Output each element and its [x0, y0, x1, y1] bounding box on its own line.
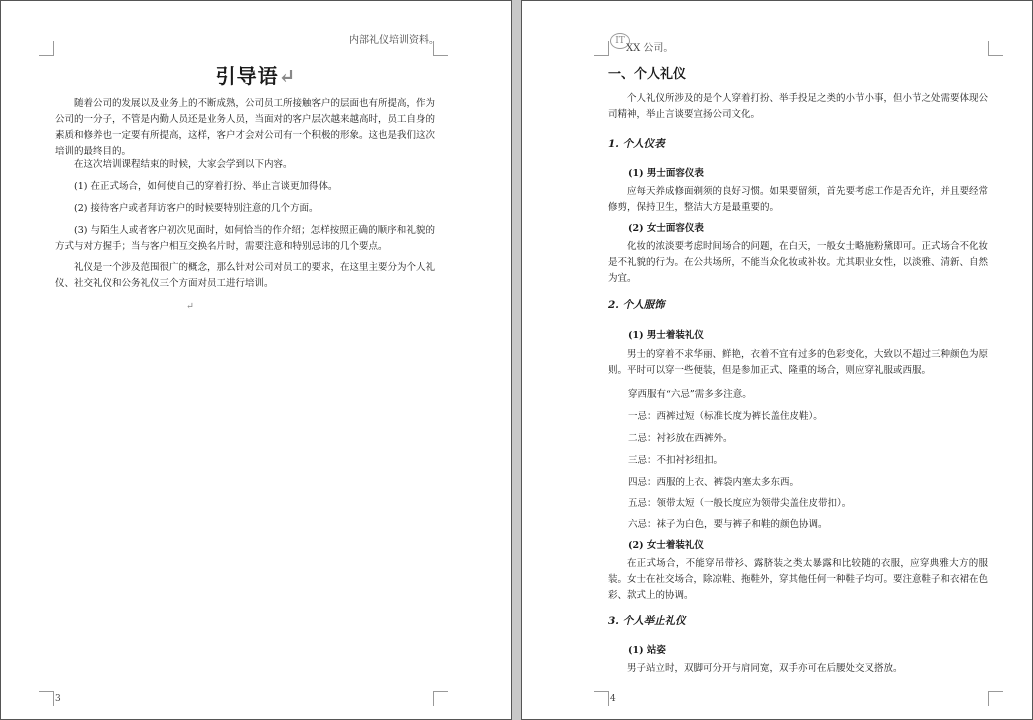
list-item: 三忌：不扣衬衫纽扣。: [628, 455, 724, 466]
topic-text: 男士的穿着不求华丽、鲜艳，衣着不宜有过多的色彩变化，大致以不超过三种颜色为原则。平时可以穿一些便装，但是参加正式、隆重的场合，则应穿礼服或西服。: [608, 349, 989, 376]
topic-heading: (1) 站姿: [628, 645, 666, 656]
closing-paragraph: 礼仪是一个涉及范围很广的概念，那么针对公司对员工的要求，在这里主要分为个人礼仪、社交礼仪和公务礼仪三个方面对员工进行培训。: [55, 262, 436, 289]
topic-heading: (2) 女士面容仪表: [628, 223, 704, 234]
list-item: (3) 与陌生人或者客户初次见面时，如何恰当的作介绍；怎样按照正确的顺序和礼貌的方式与对方握手；当与客户相互交换名片时，需要注意和特别忌讳的几个要点。: [55, 225, 435, 252]
crop-mark-top-left: [39, 41, 54, 56]
crop-mark-bottom-left: [39, 691, 54, 706]
list-item: 二忌：衬衫放在西裤外。: [628, 433, 733, 444]
page-number: 4: [610, 694, 616, 704]
topic-text: 应每天养成修面剃须的良好习惯。如果要留须，首先要考虑工作是否允许，并且要经常修剪，保持卫生，整洁大方是最重要的。: [608, 186, 989, 213]
list-item: (2) 接待客户或者拜访客户的时候要特别注意的几个方面。: [74, 203, 319, 214]
topic-heading: (1) 男士面容仪表: [628, 168, 704, 179]
topic-text: 男子站立时，双脚可分开与肩同宽，双手亦可在后腰处交叉搭放。: [627, 663, 903, 674]
topic-text: 在正式场合，不能穿吊带衫、露脐装之类太暴露和比较随的衣服，应穿典雅大方的服装。女士在社交场合，除凉鞋、拖鞋外，穿其他任何一种鞋子均可。要注意鞋子和衣裙在色彩、款式上的协调。: [608, 558, 989, 601]
list-lead: 穿西服有“六忌”需多多注意。: [628, 389, 752, 400]
crop-mark-bottom-left: [594, 691, 609, 706]
list-item: (1) 在正式场合，如何使自己的穿着打扮、举止言谈更加得体。: [74, 181, 338, 192]
topic-heading: (1) 男士着装礼仪: [628, 330, 704, 341]
list-item: 六忌：袜子为白色，要与裤子和鞋的颜色协调。: [628, 519, 828, 530]
page-header: 内部礼仪培训资料。: [349, 35, 439, 46]
page-title: 引导语↵: [215, 64, 297, 88]
subsection-heading: 2. 个人服饰: [608, 299, 665, 311]
document-page-right: [521, 0, 1033, 720]
list-item: 四忌：西服的上衣、裤袋内塞太多东西。: [628, 477, 800, 488]
crop-mark-bottom-right: [988, 691, 1003, 706]
paragraph-mark: ↵: [186, 301, 194, 312]
page-number: 3: [55, 694, 61, 704]
crop-mark-top-left: [594, 41, 609, 56]
section-intro: 个人礼仪所涉及的是个人穿着打扮、举手投足之类的小节小事，但小节之处需要体现公司精神，举止言谈要宣扬公司文化。: [608, 93, 989, 120]
crop-mark-bottom-right: [433, 691, 448, 706]
document-page-left: [0, 0, 512, 720]
subsection-heading: 3. 个人举止礼仪: [608, 615, 686, 627]
list-item: 一忌：西裤过短（标准长度为裤长盖住皮鞋）。: [628, 411, 823, 422]
intro-paragraph: 随着公司的发展以及业务上的不断成熟，公司员工所接触客户的层面也有所提高，作为公司的一分子，不管是内勤人员还是业务人员，当面对的客户层次越来越高时，员工自身的素质和修养也一定要有所提高，这样，客户才会对公司有一个积极的形象。这也是我们这次培训的最终目的。: [55, 98, 436, 157]
lead-paragraph: 在这次培训课程结束的时候，大家会学到以下内容。: [74, 159, 293, 170]
subsection-heading: 1. 个人仪表: [608, 138, 665, 150]
topic-text: 化妆的浓淡要考虑时间场合的问题，在白天，一般女士略施粉黛即可。正式场合不化妆是不礼貌的行为。在公共场所，不能当众化妆或补妆。尤其职业女性，以淡雅、清新、自然为宜。: [608, 241, 989, 284]
company-logo-icon: IT: [610, 33, 630, 49]
topic-heading: (2) 女士着装礼仪: [628, 540, 704, 551]
page-header: XX 公司。: [626, 43, 674, 54]
list-item: 五忌：领带太短（一般长度应为领带尖盖住皮带扣）。: [628, 498, 852, 509]
crop-mark-top-right: [988, 41, 1003, 56]
section-heading: 一、个人礼仪: [608, 67, 687, 82]
